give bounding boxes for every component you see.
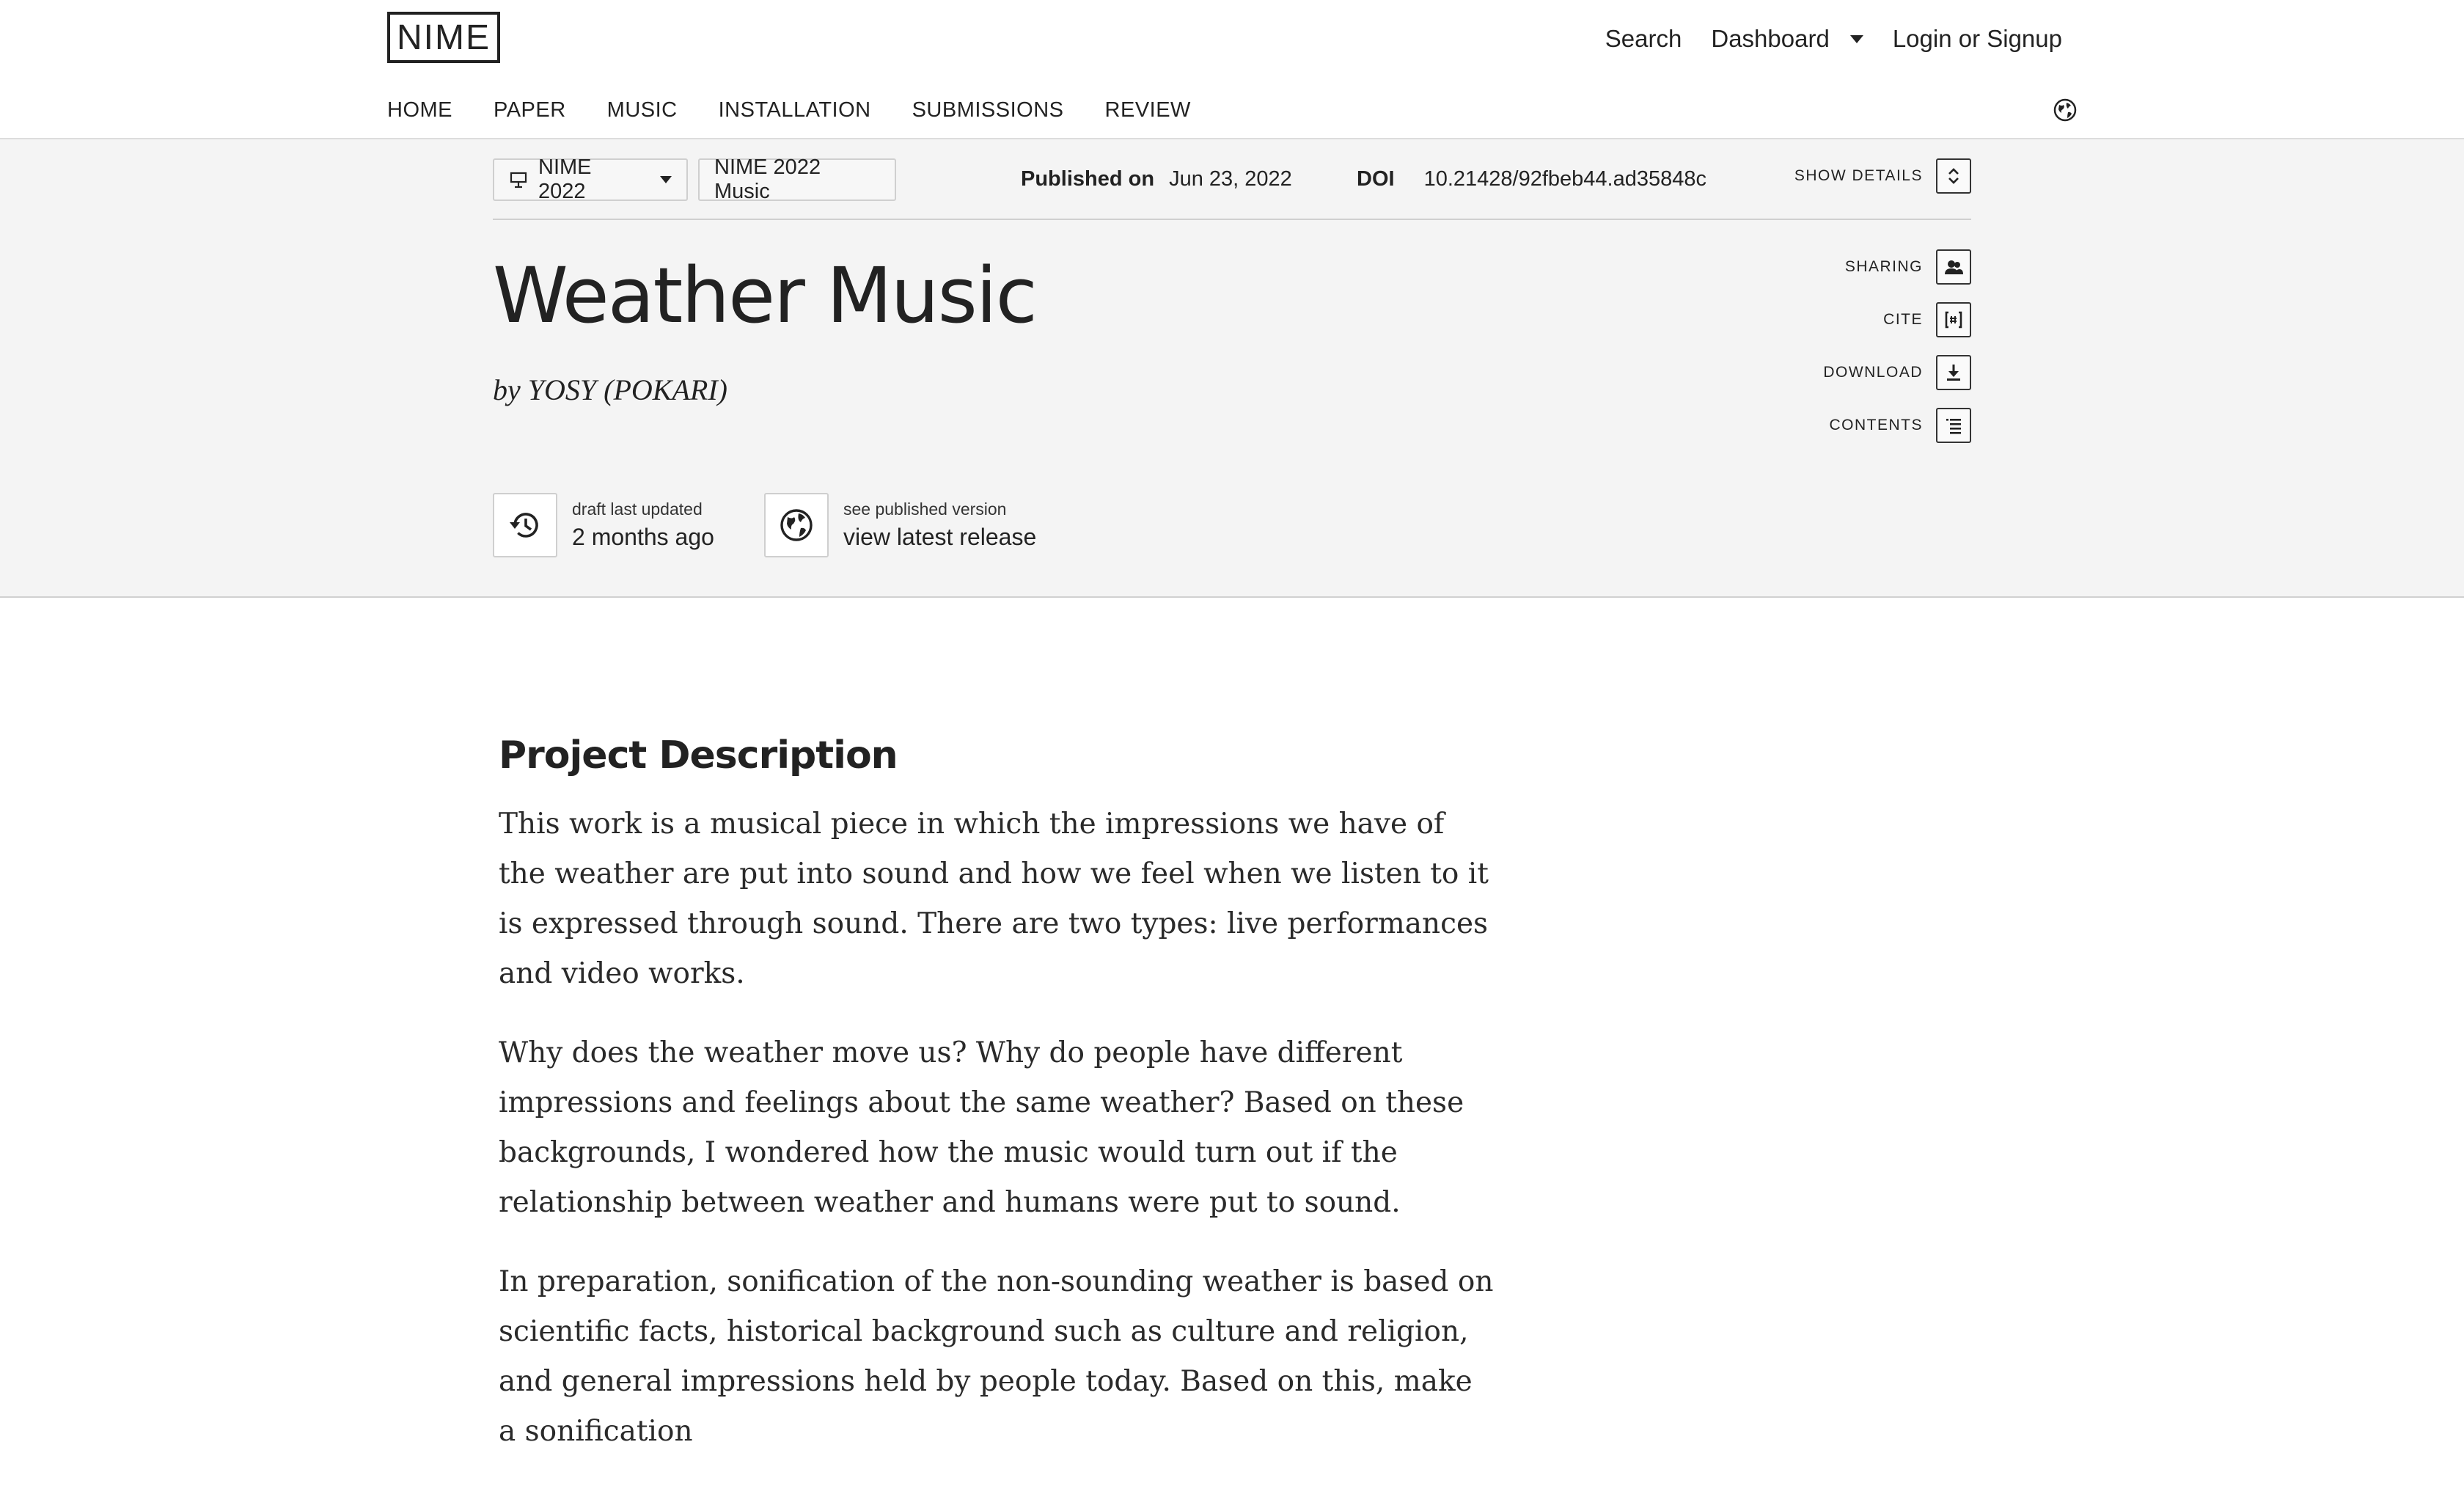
nav-submissions[interactable]: SUBMISSIONS <box>912 98 1064 122</box>
doi-label: DOI <box>1357 167 1395 191</box>
show-details-toggle[interactable] <box>1794 158 1971 194</box>
release-small-label: see published version <box>843 499 1007 519</box>
published-date <box>1021 167 1292 191</box>
published-label: Published on <box>1021 167 1155 191</box>
site-header <box>0 0 2464 139</box>
doi <box>1357 167 1706 191</box>
login-signup-link[interactable]: Login or Signup <box>1892 25 2062 52</box>
nav-home[interactable]: HOME <box>387 98 452 122</box>
published-value: Jun 23, 2022 <box>1169 167 1292 191</box>
subcollection-button[interactable] <box>698 155 896 203</box>
publication-header <box>0 139 2464 598</box>
chevron-down-icon <box>1850 35 1863 43</box>
globe-icon[interactable] <box>2053 98 2077 122</box>
utility-nav <box>1576 25 2062 53</box>
collection-dropdown[interactable] <box>493 155 688 203</box>
byline: by YOSY (POKARI) <box>493 373 727 406</box>
nav-music[interactable]: MUSIC <box>606 98 678 122</box>
sharing-action[interactable] <box>1678 249 1971 285</box>
cite-action[interactable] <box>1678 302 1971 337</box>
article-body <box>499 733 1496 1486</box>
meta-divider <box>493 219 1971 220</box>
paragraph: This work is a musical piece in which the impressions we have of the weather are put into sound and how we feel when we listen to it is expressed through sound. There are two types: live performances and video works. <box>499 808 1489 990</box>
latest-release-link[interactable] <box>764 493 1036 557</box>
download-icon[interactable] <box>1936 355 1971 390</box>
search-link[interactable]: Search <box>1605 25 1682 52</box>
draft-updated[interactable] <box>493 493 714 557</box>
sharing-label: SHARING <box>1844 258 1923 275</box>
release-link-text[interactable]: view latest release <box>843 524 1037 550</box>
nime-logo[interactable]: NIME <box>387 12 500 63</box>
dashboard-label: Dashboard <box>1711 25 1830 52</box>
chevron-down-icon <box>660 176 672 183</box>
cite-icon[interactable] <box>1936 302 1971 337</box>
download-label: DOWNLOAD <box>1823 364 1923 381</box>
show-details-label: SHOW DETAILS <box>1794 167 1923 184</box>
contents-label: CONTENTS <box>1829 417 1923 433</box>
pub-actions <box>1678 249 1971 461</box>
nav-installation[interactable]: INSTALLATION <box>718 98 871 122</box>
people-icon[interactable] <box>1936 249 1971 285</box>
presentation-icon <box>509 170 528 189</box>
list-icon[interactable] <box>1936 408 1971 443</box>
subcollection-label: NIME 2022 Music <box>714 155 821 203</box>
pub-meta-row <box>493 155 1971 203</box>
page-title: Weather Music <box>493 251 1036 340</box>
download-action[interactable] <box>1678 355 1971 390</box>
section-heading: Project Description <box>499 733 898 777</box>
expand-icon[interactable] <box>1936 158 1971 194</box>
draft-time: 2 months ago <box>572 524 714 550</box>
nav-review[interactable]: REVIEW <box>1104 98 1191 122</box>
main-nav <box>387 98 1232 122</box>
dashboard-menu[interactable] <box>1711 25 1863 53</box>
contents-action[interactable] <box>1678 408 1971 443</box>
history-icon <box>493 493 557 557</box>
nav-paper[interactable]: PAPER <box>494 98 566 122</box>
doi-value[interactable]: 10.21428/92fbeb44.ad35848c <box>1423 167 1706 191</box>
draft-small-label: draft last updated <box>572 499 703 519</box>
globe-icon <box>764 493 829 557</box>
cite-label: CITE <box>1883 311 1923 328</box>
collection-label: NIME 2022 <box>538 155 592 203</box>
paragraph: Why does the weather move us? Why do people have different impressions and feelings about the same weather? Based on these backgrounds, I wondered how the music would turn out if the relationship between weather and humans were put to sound. <box>499 1036 1464 1219</box>
paragraph: In preparation, sonification of the non-sounding weather is based on scientific facts, historical background such as culture and religion, and general impressions held by people today. Based on this, make a sonification <box>499 1265 1494 1448</box>
